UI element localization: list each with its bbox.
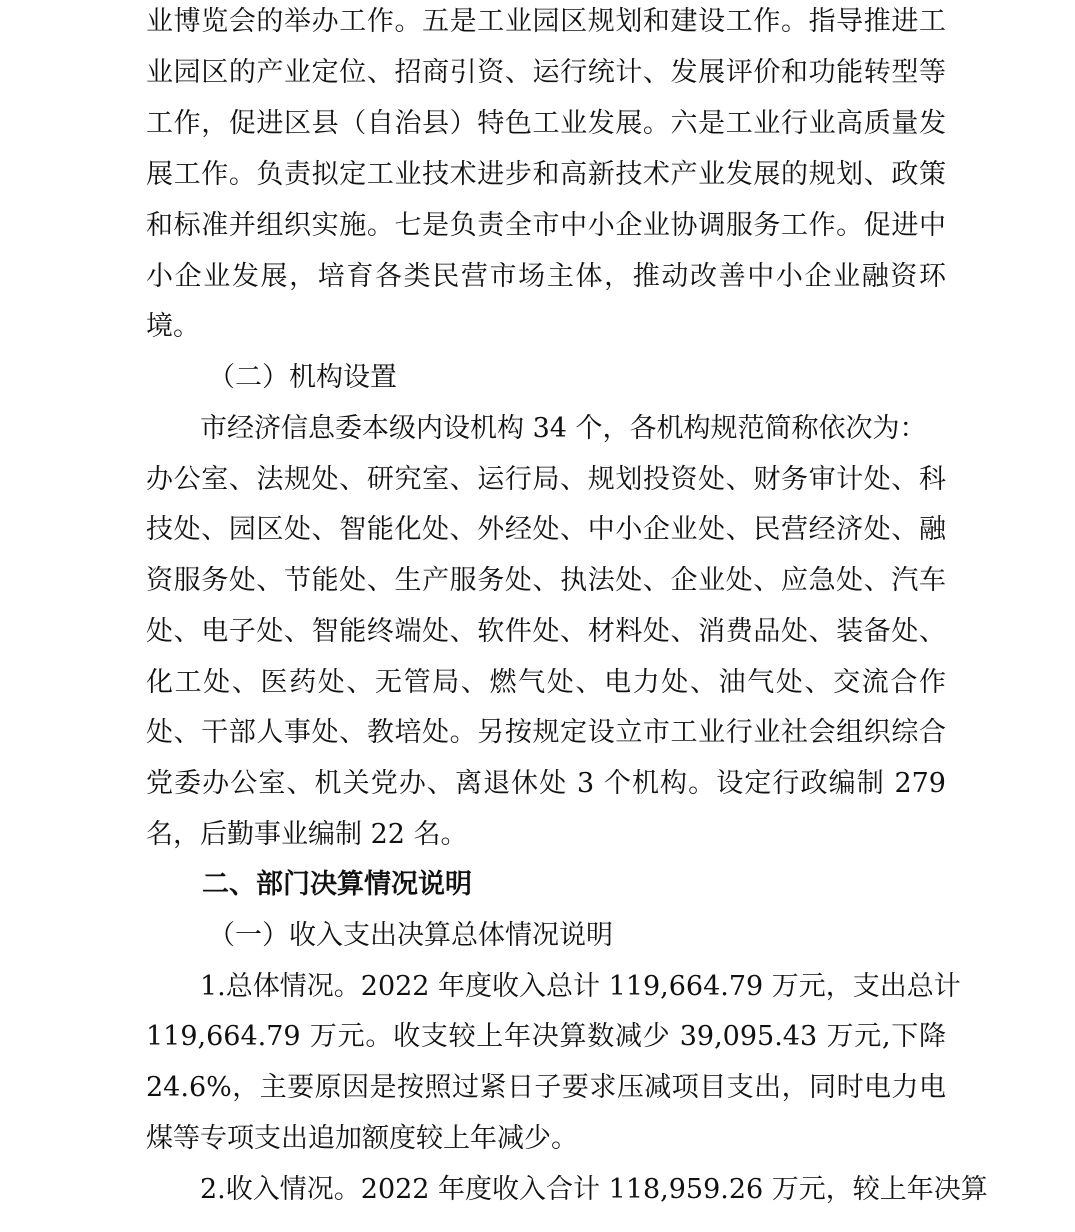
body-text-line: 24.6%，主要原因是按照过紧日子要求压减项目支出，同时电力电	[146, 1072, 946, 1103]
body-text-line: 工作，促进区县（自治县）特色工业发展。六是工业行业高质量发	[146, 108, 946, 139]
body-text-line: 党委办公室、机关党办、离退休处 3 个机构。设定行政编制 279	[146, 768, 946, 799]
body-text-line: 展工作。负责拟定工业技术进步和高新技术产业发展的规划、政策	[146, 159, 946, 190]
body-text-line: 小企业发展，培育各类民营市场主体，推动改善中小企业融资环	[146, 261, 946, 292]
body-text-line: 煤等专项支出追加额度较上年减少。	[146, 1123, 578, 1154]
section-heading-budget: 二、部门决算情况说明	[202, 869, 472, 900]
body-text-line: 2.收入情况。2022 年度收入合计 118,959.26 万元，较上年决算	[200, 1174, 988, 1205]
body-text-line: 处、干部人事处、教培处。另按规定设立市工业行业社会组织综合	[146, 717, 946, 748]
body-text-line: 市经济信息委本级内设机构 34 个，各机构规范简称依次为：	[200, 413, 927, 444]
body-text-line: 技处、园区处、智能化处、外经处、中小企业处、民营经济处、融	[146, 514, 946, 545]
body-text-line: 名，后勤事业编制 22 名。	[146, 819, 468, 850]
body-text-line: 业园区的产业定位、招商引资、运行统计、发展评价和功能转型等	[146, 57, 946, 88]
section-heading-organization: （二）机构设置	[208, 362, 397, 393]
body-text-line: 119,664.79 万元。收支较上年决算数减少 39,095.43 万元,下降	[146, 1021, 946, 1052]
body-text-line: 业博览会的举办工作。五是工业园区规划和建设工作。指导推进工	[146, 6, 946, 37]
body-text-line: 办公室、法规处、研究室、运行局、规划投资处、财务审计处、科	[146, 464, 946, 495]
body-text-line: 处、电子处、智能终端处、软件处、材料处、消费品处、装备处、	[146, 616, 946, 647]
body-text-line: 境。	[146, 311, 200, 342]
body-text-line: 资服务处、节能处、生产服务处、执法处、企业处、应急处、汽车	[146, 565, 946, 596]
subsection-heading-revenue-expenditure: （一）收入支出决算总体情况说明	[208, 920, 613, 951]
body-text-line: 和标准并组织实施。七是负责全市中小企业协调服务工作。促进中	[146, 210, 946, 241]
body-text-line: 化工处、医药处、无管局、燃气处、电力处、油气处、交流合作	[146, 667, 946, 698]
body-text-line: 1.总体情况。2022 年度收入总计 119,664.79 万元，支出总计	[200, 971, 961, 1002]
